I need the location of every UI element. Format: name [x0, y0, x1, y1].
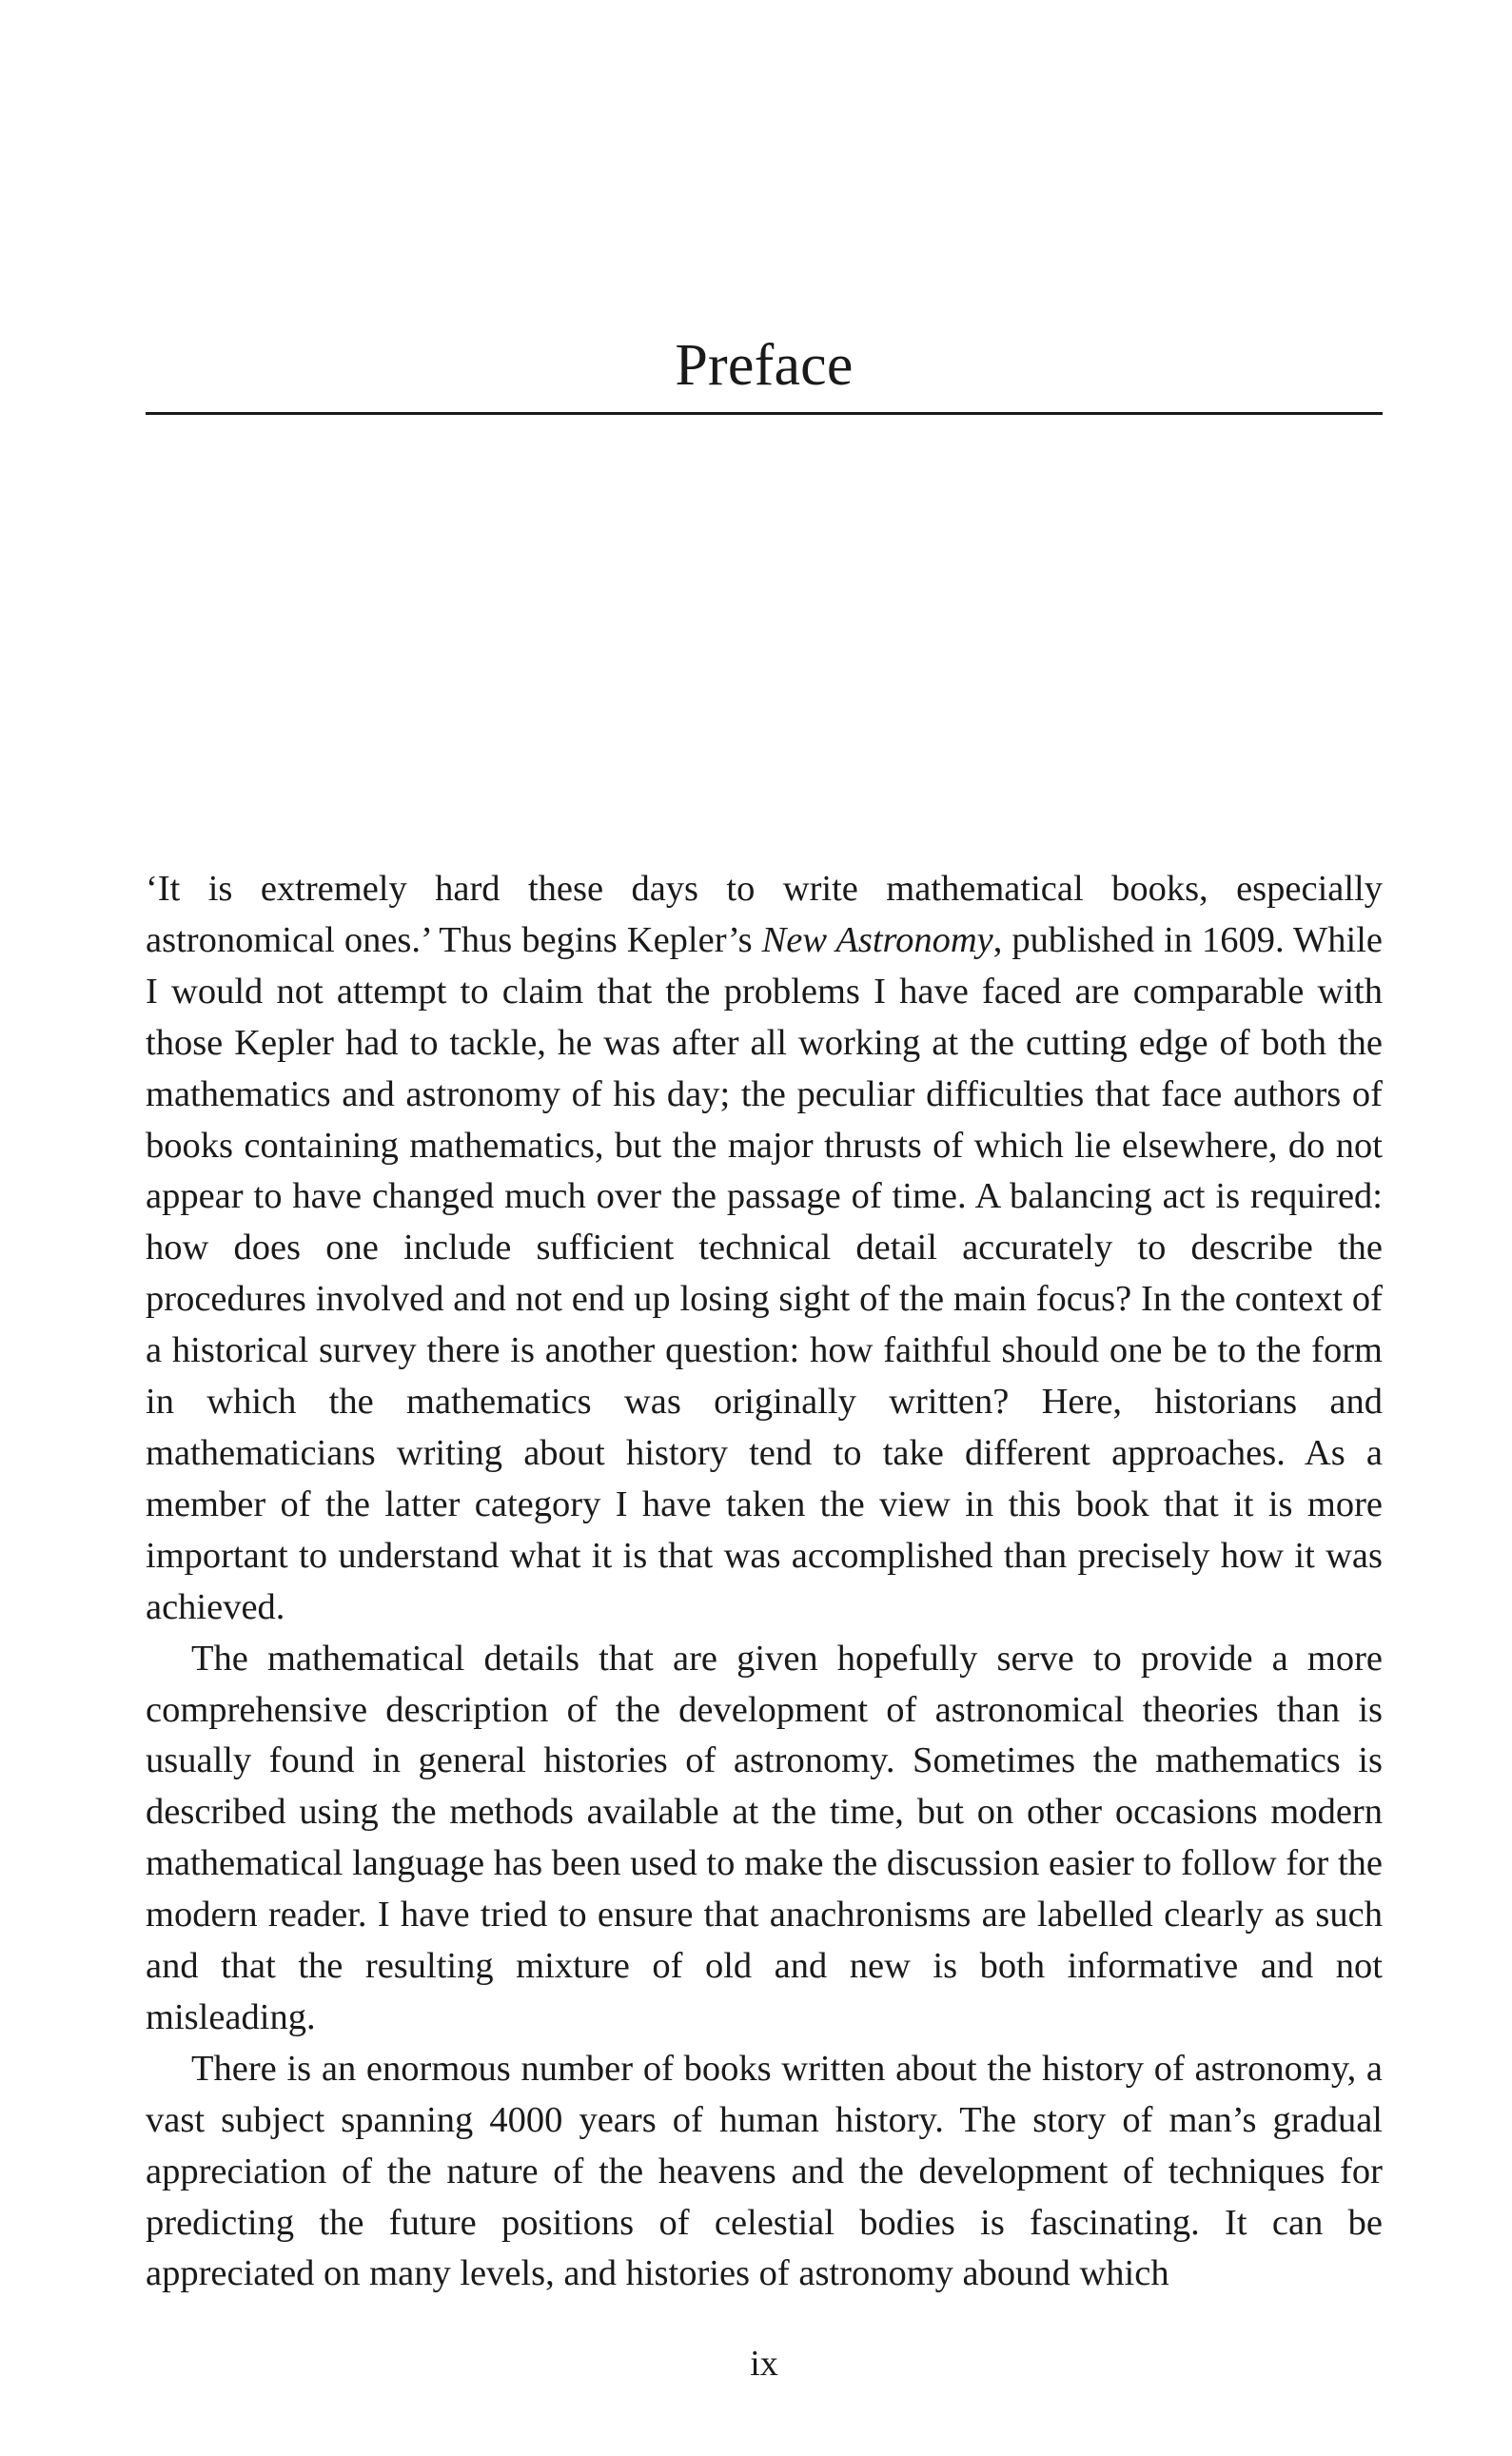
paragraph-1-opening: ‘It is extremely hard these days to write mathematical books, especially astronomical ones.’ Thus begins Kepler’s	[146, 869, 1383, 960]
paragraph-3: There is an enormous number of books written about the history of astronomy, a vast subject spanning 4000 years of human history. The story of man’s gradual appreciation of the nature of the heavens and the development of techniques for predicting the future positions of celestial bodies is fascinating. It can be appreciated on many levels, and histories of astronomy abound which	[146, 2048, 1383, 2294]
paragraph-2: The mathematical details that are given hopefully serve to provide a more comprehensive description of the development of astronomical theories than is usually found in general histories of astronomy. Sometimes the mathematics is described using the methods available at the time, but on other occasions modern mathematical language has been used to make the discussion easier to follow for the modern reader. I have tried to ensure that anachronisms are labelled clearly as such and that the resulting mixture of old and new is both informative and not misleading.	[146, 1638, 1383, 2037]
page-number: ix	[750, 2344, 778, 2384]
body-text	[146, 864, 1383, 2300]
paragraph-1	[146, 864, 1383, 1634]
chapter-title: Preface	[675, 333, 854, 398]
title-rule	[146, 412, 1383, 415]
book-title-new-astronomy: New Astronomy	[761, 919, 993, 960]
paragraph-1-continuation: , published in 1609. While I would not attempt to claim that the problems I have faced are comparable with those Kepler had to tackle, he was after all working at the cutting edge of both the mathematics and astronomy of his day; the peculiar difficulties that face authors of books containing mathematics, but the major thrusts of which lie elsewhere, do not appear to have changed much over the passage of time. A balancing act is required: how does one include sufficient technical detail accurately to describe the procedures involved and not end up losing sight of the main focus? In the context of a historical survey there is another question: how faithful should one be to the form in which the mathematics was originally written? Here, historians and mathematicians writing about history tend to take different approaches. As a member of the latter category I have taken the view in this book that it is more important to understand what it is that was accomplished than precisely how it was achieved.	[146, 919, 1383, 1627]
